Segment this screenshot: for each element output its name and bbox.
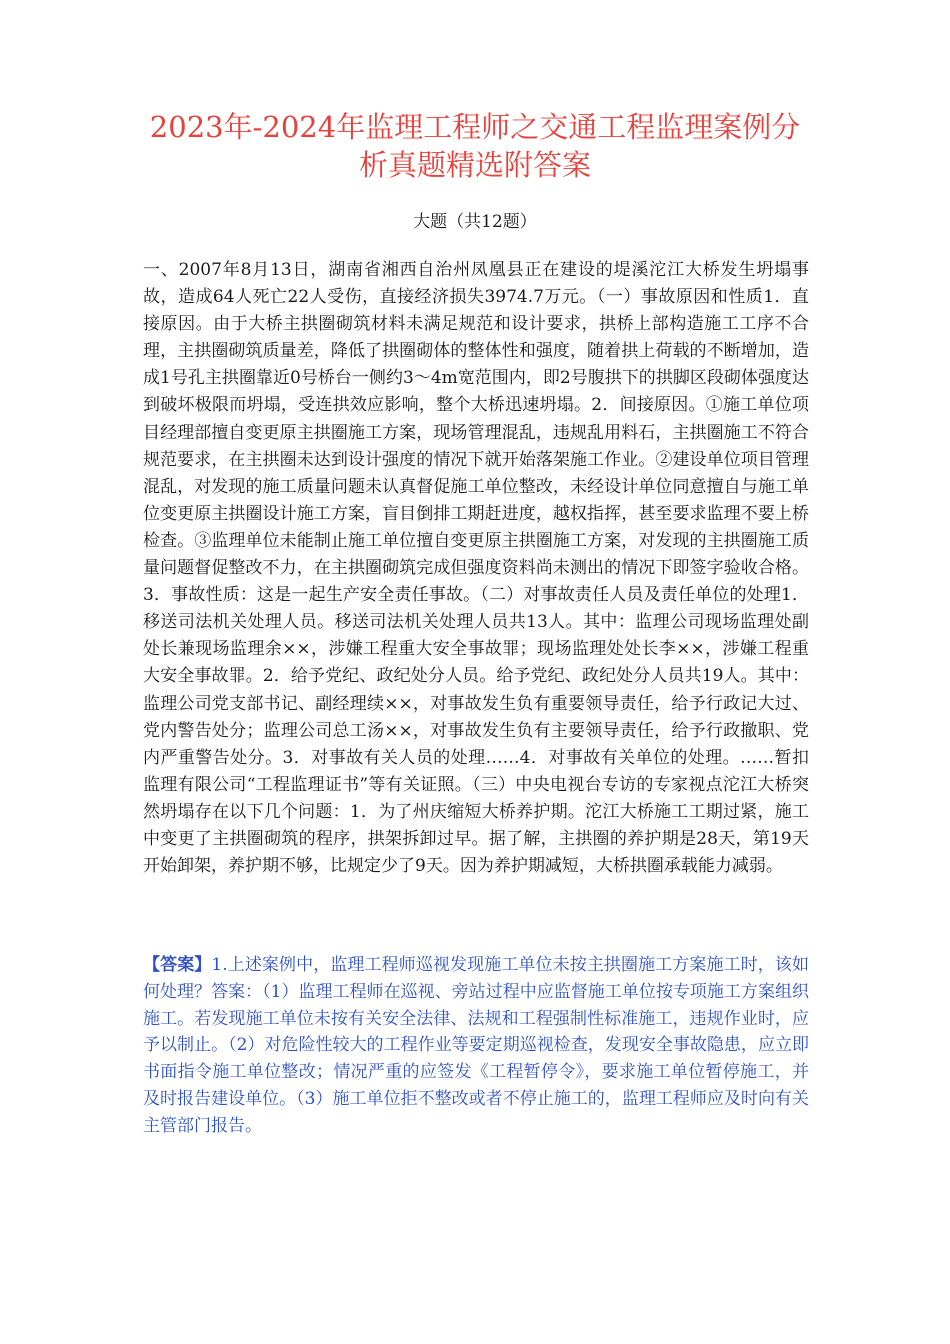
answer-block: [143, 952, 809, 1140]
document-title-line-1: 2023年-2024年监理工程师之交通工程监理案例分: [149, 110, 801, 144]
section-heading: 大题（共12题）: [413, 212, 537, 232]
answer-text: 1.上述案例中，监理工程师巡视发现施工单位未按主拱圈施工方案施工时，该如何处理？答案：（1）监理工程师在巡视、旁站过程中应监督施工单位按专项施工方案组织施工。若发现施工单位未按有关安全法律、法规和工程强制性标准施工，违规作业时，应予以制止。（2）对危险性较大的工程作业等要定期巡视检查，发现安全事故隐患，应立即书面指令施工单位整改；情况严重的应签发《工程暂停令》，要求施工单位暂停施工，并及时报告建设单位。（3）施工单位拒不整改或者不停止施工的，监理工程师应及时向有关主管部门报告。: [143, 955, 810, 1136]
document-title: [140, 108, 810, 184]
document-title-line-2: 析真题精选附答案: [358, 148, 591, 182]
question-text: 一、2007年8月13日，湖南省湘西自治州凤凰县正在建设的堤溪沱江大桥发生坍塌事故，造成64人死亡22人受伤，直接经济损失3974.7万元。（一）事故原因和性质1．直接原因。由于大桥主拱圈砌筑材料未满足规范和设计要求，拱桥上部构造施工工序不合理，主拱圈砌筑质量差，降低了拱圈砌体的整体性和强度，随着拱上荷载的不断增加，造成1号孔主拱圈靠近0号桥台一侧约3～4m宽范围内，即2号腹拱下的拱脚区段砌体强度达到破坏极限而坍塌，受连拱效应影响，整个大桥迅速坍塌。2．间接原因。①施工单位项目经理部擅自变更原主拱圈施工方案，现场管理混乱，违规乱用料石，主拱圈施工不符合规范要求，在主拱圈未达到设计强度的情况下就开始落架施工作业。②建设单位项目管理混乱，对发现的施工质量问题未认真督促施工单位整改，未经设计单位同意擅自与施工单位变更原主拱圈设计施工方案，盲目倒排工期赶进度，越权指挥，甚至要求监理不要上桥检查。③监理单位未能制止施工单位擅自变更原主拱圈施工方案，对发现的主拱圈施工质量问题督促整改不力，在主拱圈砌筑完成但强度资料尚未测出的情况下即签字验收合格。3．事故性质：这是一起生产安全责任事故。（二）对事故责任人员及责任单位的处理1．移送司法机关处理人员。移送司法机关处理人员共13人。其中：监理公司现场监理处副处长兼现场监理余××，涉嫌工程重大安全事故罪；现场监理处处长李××，涉嫌工程重大安全事故罪。2．给予党纪、政纪处分人员。给予党纪、政纪处分人员共19人。其中：监理公司党支部书记、副经理续××，对事故发生负有重要领导责任，给予行政记大过、党内警告处分；监理公司总工汤××，对事故发生负有主要领导责任，给予行政撤职、党内严重警告处分。3．对事故有关人员的处理……4．对事故有关单位的处理。……暂扣监理有限公司“工程监理证书”等有关证照。（三）中央电视台专访的专家视点沱江大桥突然坍塌存在以下几个问题：1．为了州庆缩短大桥养护期。沱江大桥施工工期过紧，施工中变更了主拱圈砌筑的程序，拱架拆卸过早。据了解，主拱圈的养护期是28天，第19天开始卸架，养护期不够，比规定少了9天。因为养护期减短，大桥拱圈承载能力减弱。: [143, 260, 809, 877]
answer-label: 【答案】: [143, 955, 212, 975]
